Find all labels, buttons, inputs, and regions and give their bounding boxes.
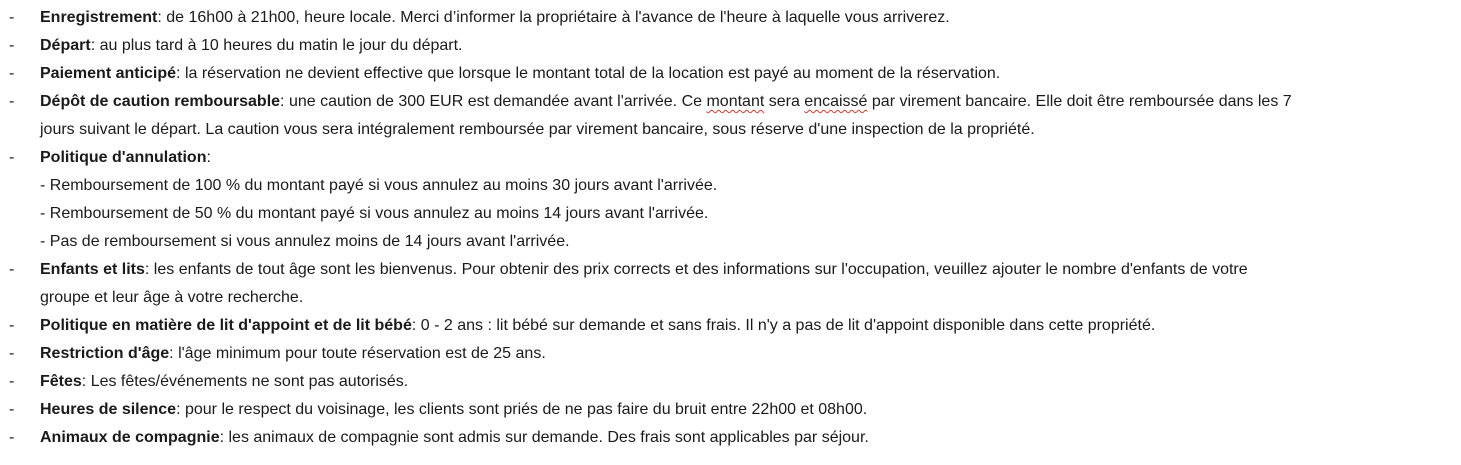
list-item — [0, 368, 1461, 396]
item-label: Enfants et lits — [40, 261, 145, 278]
sub-item-text: - Pas de remboursement si vous annulez moins de 14 jours avant l'arrivée. — [40, 233, 570, 250]
list-item — [0, 396, 1461, 424]
list-item — [0, 144, 1461, 172]
list-item — [0, 88, 1461, 116]
list-item — [0, 60, 1461, 88]
item-text: : la réservation ne devient effective que lorsque le montant total de la location est payé au moment de la réservation. — [176, 65, 1001, 82]
sub-item-text: - Remboursement de 50 % du montant payé si vous annulez au moins 14 jours avant l'arrivée. — [40, 205, 709, 222]
list-item — [0, 32, 1461, 60]
list-item — [0, 340, 1461, 368]
item-text: : au plus tard à 10 heures du matin le jour du départ. — [90, 37, 463, 54]
item-text: groupe et leur âge à votre recherche. — [40, 289, 304, 306]
bullet-dash: - — [9, 317, 15, 334]
item-text: : les enfants de tout âge sont les bienvenus. Pour obtenir des prix corrects et des informations sur l'occupation, veuillez ajouter le nombre d'enfants de votre — [144, 261, 1248, 278]
sub-list-item — [0, 200, 1461, 228]
item-text: : Les fêtes/événements ne sont pas autorisés. — [81, 373, 409, 390]
list-item-continuation — [0, 116, 1461, 144]
item-text: : pour le respect du voisinage, les clients sont priés de ne pas faire du bruit entre 22h00 et 08h00. — [176, 401, 868, 418]
item-label: Dépôt de caution remboursable — [40, 93, 281, 110]
item-text: : de 16h00 à 21h00, heure locale. Merci d’informer la propriétaire à l'avance de l'heure à laquelle vous arriverez. — [157, 9, 950, 26]
item-label: Enregistrement — [40, 9, 158, 26]
item-label: Politique d'annulation — [40, 149, 207, 166]
item-label: Heures de silence — [40, 401, 177, 418]
item-text: : une caution de 300 EUR est demandée avant l'arrivée. Ce — [280, 93, 707, 110]
list-item-continuation — [0, 284, 1461, 312]
item-label: Départ — [40, 37, 91, 54]
bullet-dash: - — [9, 93, 15, 110]
list-item — [0, 4, 1461, 32]
item-label: Fêtes — [40, 373, 82, 390]
item-label: Paiement anticipé — [40, 65, 177, 82]
spellcheck-word[interactable]: montant — [706, 93, 765, 110]
item-text: jours suivant le départ. La caution vous sera intégralement remboursée par virement bancaire, sous réserve d'une inspection de la propriété. — [40, 121, 1035, 138]
item-text: par virement bancaire. Elle doit être remboursée dans les 7 — [867, 93, 1292, 110]
sub-list-item — [0, 172, 1461, 200]
item-text: : l'âge minimum pour toute réservation est de 25 ans. — [169, 345, 546, 362]
list-item — [0, 256, 1461, 284]
list-item — [0, 424, 1461, 452]
bullet-dash: - — [9, 37, 15, 54]
bullet-dash: - — [9, 373, 15, 390]
sub-item-text: - Remboursement de 100 % du montant payé si vous annulez au moins 30 jours avant l'arrivée. — [40, 177, 718, 194]
item-label: Restriction d'âge — [40, 345, 170, 362]
bullet-dash: - — [9, 149, 15, 166]
bullet-dash: - — [9, 401, 15, 418]
item-text: : — [206, 149, 211, 166]
bullet-dash: - — [9, 345, 15, 362]
bullet-dash: - — [9, 261, 15, 278]
item-label: Animaux de compagnie — [40, 429, 220, 446]
list-item — [0, 312, 1461, 340]
bullet-dash: - — [9, 65, 15, 82]
sub-list-item — [0, 228, 1461, 256]
item-label: Politique en matière de lit d'appoint et de lit bébé — [40, 317, 412, 334]
bullet-dash: - — [9, 9, 15, 26]
item-text: sera — [764, 93, 805, 110]
bullet-dash: - — [9, 429, 15, 446]
item-text: : 0 - 2 ans : lit bébé sur demande et sans frais. Il n'y a pas de lit d'appoint disponible dans cette propriété. — [411, 317, 1156, 334]
item-text: : les animaux de compagnie sont admis sur demande. Des frais sont applicables par séjour. — [219, 429, 869, 446]
spellcheck-word[interactable]: encaissé — [804, 93, 868, 110]
